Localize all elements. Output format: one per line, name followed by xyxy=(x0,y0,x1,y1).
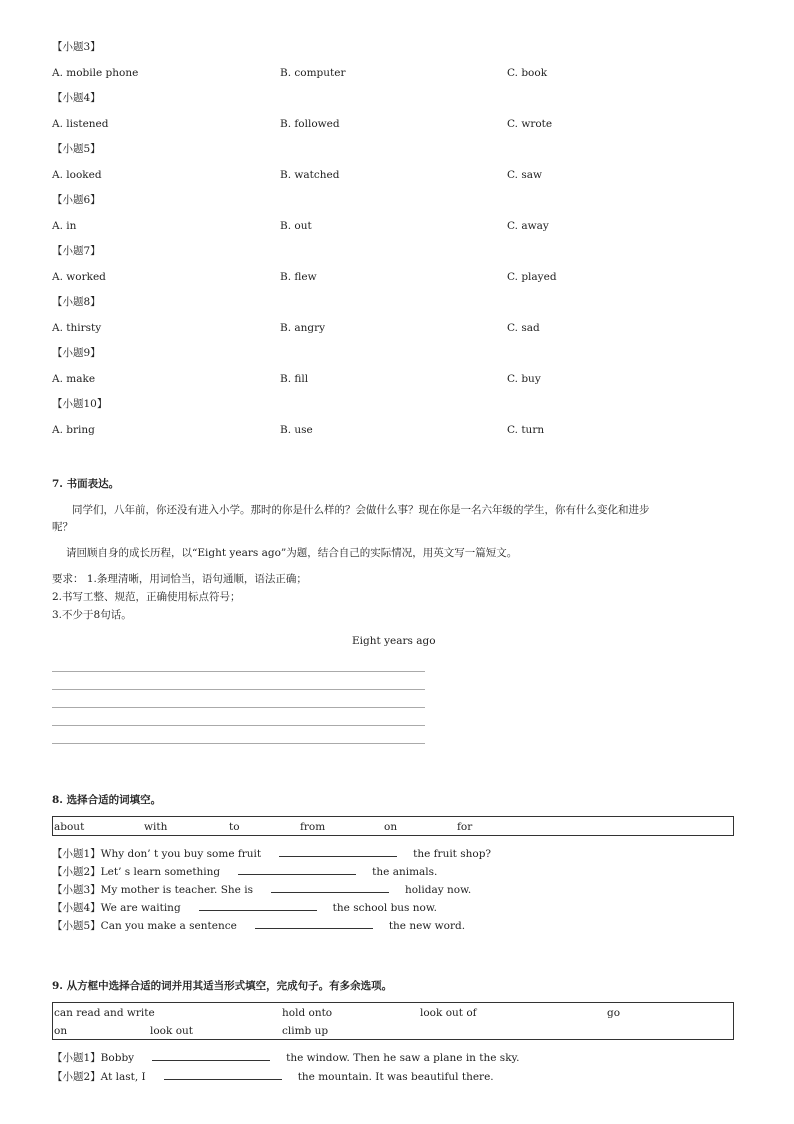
question-item xyxy=(52,918,465,933)
word-option: on xyxy=(384,821,398,833)
answer-blank[interactable] xyxy=(199,900,317,911)
word-option: with xyxy=(144,821,168,833)
word-option: climb up xyxy=(282,1025,329,1037)
word-option: on xyxy=(54,1025,68,1037)
option-a: A. bring xyxy=(52,424,95,436)
answer-blank[interactable] xyxy=(255,918,373,929)
option-b: B. angry xyxy=(280,322,326,334)
option-c: C. away xyxy=(507,220,549,232)
question-text: the new word. xyxy=(388,920,466,932)
option-a: A. worked xyxy=(52,271,106,283)
option-c: C. played xyxy=(507,271,557,283)
word-option: to xyxy=(229,821,240,833)
question-label: 【小题4】 xyxy=(52,92,101,104)
question-text: 【小题3】My mother is teacher. She is xyxy=(52,884,253,896)
question-item xyxy=(52,1050,519,1065)
section-heading: 8. 选择合适的词填空。 xyxy=(52,794,162,806)
answer-blank[interactable] xyxy=(152,1050,270,1061)
question-text: 【小题4】We are waiting xyxy=(52,902,181,914)
section-heading: 9. 从方框中选择合适的词并用其适当形式填空，完成句子。有多余选项。 xyxy=(52,980,393,992)
question-text: the animals. xyxy=(372,866,438,878)
option-c: C. wrote xyxy=(507,118,553,130)
option-a: A. make xyxy=(52,373,96,385)
question-text: 【小题1】Bobby xyxy=(52,1052,135,1064)
answer-blank[interactable] xyxy=(238,864,356,875)
word-option: for xyxy=(457,821,473,833)
question-label: 【小题9】 xyxy=(52,347,101,359)
question-label: 【小题5】 xyxy=(52,143,101,155)
question-label: 【小题7】 xyxy=(52,245,101,257)
answer-blank[interactable] xyxy=(271,882,389,893)
option-c: C. saw xyxy=(507,169,542,181)
word-box xyxy=(52,816,734,836)
writing-line[interactable] xyxy=(52,689,425,690)
essay-title: Eight years ago xyxy=(352,635,436,647)
question-item xyxy=(52,1069,494,1084)
question-label: 【小题3】 xyxy=(52,41,101,53)
word-box xyxy=(52,1002,734,1040)
word-option: about xyxy=(54,821,85,833)
question-text: the window. Then he saw a plane in the sky. xyxy=(286,1052,520,1064)
question-item xyxy=(52,882,471,897)
option-a: A. thirsty xyxy=(52,322,102,334)
question-text: 【小题1】Why don’ t you buy some fruit xyxy=(52,848,262,860)
section-heading: 7. 书面表达。 xyxy=(52,478,120,490)
requirement-line: 要求： 1.条理清晰，用词恰当，语句通顺，语法正确； xyxy=(52,573,307,585)
answer-blank[interactable] xyxy=(164,1069,282,1080)
question-item xyxy=(52,900,437,915)
option-b: B. flew xyxy=(280,271,317,283)
word-option: from xyxy=(300,821,326,833)
question-text: 【小题2】At last, I xyxy=(52,1071,146,1083)
word-option: go xyxy=(607,1007,621,1019)
question-label: 【小题6】 xyxy=(52,194,101,206)
answer-blank[interactable] xyxy=(279,846,397,857)
question-item xyxy=(52,864,437,879)
question-label: 【小题10】 xyxy=(52,398,108,410)
option-b: B. out xyxy=(280,220,312,232)
question-text: the mountain. It was beautiful there. xyxy=(297,1071,494,1083)
option-c: C. buy xyxy=(507,373,541,385)
option-b: B. use xyxy=(280,424,313,436)
writing-line[interactable] xyxy=(52,707,425,708)
question-text: holiday now. xyxy=(404,884,472,896)
word-option: look out of xyxy=(420,1007,477,1019)
question-label: 【小题8】 xyxy=(52,296,101,308)
instruction-line: 请回顾自身的成长历程，以“Eight years ago”为题，结合自己的实际情况，用英文写一篇短文。 xyxy=(66,547,518,559)
option-c: C. turn xyxy=(507,424,545,436)
question-text: the fruit shop? xyxy=(413,848,492,860)
question-text: 【小题2】Let’ s learn something xyxy=(52,866,221,878)
requirement-line: 3.不少于8句话。 xyxy=(52,609,132,621)
writing-line[interactable] xyxy=(52,725,425,726)
word-option: can read and write xyxy=(54,1007,155,1019)
option-a: A. in xyxy=(52,220,77,232)
option-b: B. fill xyxy=(280,373,309,385)
word-option: hold onto xyxy=(282,1007,333,1019)
writing-line[interactable] xyxy=(52,671,425,672)
option-b: B. computer xyxy=(280,67,346,79)
requirement-line: 2.书写工整、规范，正确使用标点符号； xyxy=(52,591,241,603)
instruction-line: 呢？ xyxy=(52,521,73,533)
question-item xyxy=(52,846,491,861)
instruction-line: 同学们，八年前，你还没有进入小学。那时的你是什么样的？会做什么事？现在你是一名六年级的学生，你有什么变化和进步 xyxy=(72,504,650,516)
writing-line[interactable] xyxy=(52,743,425,744)
question-text: 【小题5】Can you make a sentence xyxy=(52,920,237,932)
option-b: B. watched xyxy=(280,169,340,181)
word-option: look out xyxy=(150,1025,194,1037)
option-a: A. looked xyxy=(52,169,102,181)
option-c: C. sad xyxy=(507,322,540,334)
question-text: the school bus now. xyxy=(332,902,437,914)
option-a: A. mobile phone xyxy=(52,67,139,79)
option-a: A. listened xyxy=(52,118,109,130)
option-b: B. followed xyxy=(280,118,340,130)
option-c: C. book xyxy=(507,67,548,79)
